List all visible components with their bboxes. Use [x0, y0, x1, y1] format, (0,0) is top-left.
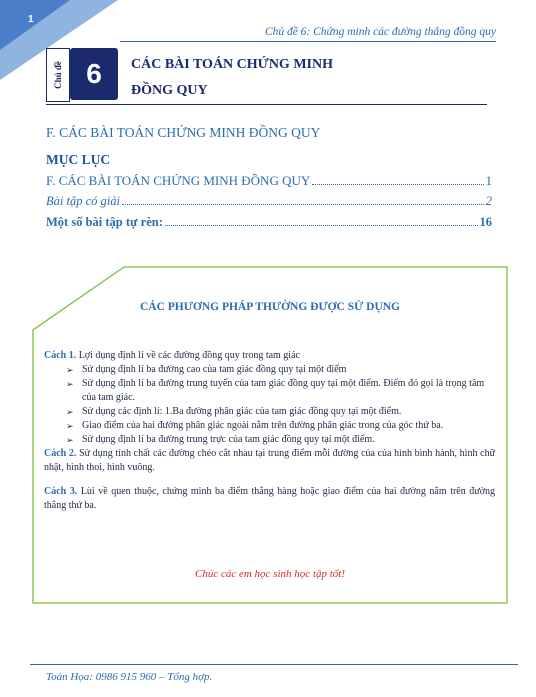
method-1-list: [44, 363, 495, 447]
list-item: [44, 377, 495, 405]
method-3: [44, 485, 495, 513]
arrow-bullet-icon: ➢: [66, 421, 74, 431]
toc-entry-page: 1: [485, 173, 492, 188]
method-2: [44, 447, 495, 475]
toc-entry-page: 2: [485, 194, 492, 208]
toc-entry-label: F. CÁC BÀI TOÁN CHỨNG MINH ĐỒNG QUY: [46, 173, 311, 188]
section-title: F. CÁC BÀI TOÁN CHỨNG MINH ĐỒNG QUY: [46, 125, 321, 140]
list-item-text: Sử dụng định lí ba đường trung tuyến của tam giác đồng quy tại một điểm. Điểm đó gọi là trọng tâm của tam giác.: [82, 378, 485, 403]
header-chapter-ref: Chủ đề 6: Chứng minh các đường thẳng đồng quy: [264, 26, 496, 38]
method-2-text: Sử dụng tính chất các đường chéo cắt nhau tại trung điểm mỗi đường của của hình bình hành, hình chữ nhật, hình thoi, hình vuông.: [44, 448, 495, 473]
list-item-text: Giao điểm của hai đường phân giác ngoài nằm trên đường phân giác trong của góc thứ ba.: [82, 420, 444, 431]
arrow-bullet-icon: ➢: [66, 407, 74, 417]
list-item-text: Sử dụng định lí ba đường trung trực của tam giác đồng quy tại một điểm.: [82, 434, 375, 445]
arrow-bullet-icon: ➢: [66, 379, 74, 389]
method-3-label: Cách 3.: [44, 486, 78, 497]
methods-body: [44, 349, 495, 513]
list-item: [44, 433, 495, 447]
arrow-bullet-icon: ➢: [66, 365, 74, 375]
toc-entry[interactable]: [46, 194, 492, 209]
header-divider: [120, 41, 496, 42]
page-number: 1: [28, 14, 34, 25]
toc-entry[interactable]: [46, 215, 492, 230]
toc-entry[interactable]: [46, 173, 492, 189]
method-1-text: Lợi dụng định lí về các đường đồng quy trong tam giác: [76, 350, 300, 361]
chapter-title: [131, 52, 333, 104]
toc-entry-label: Bài tập có giải: [46, 194, 120, 208]
method-2-label: Cách 2.: [44, 448, 77, 459]
list-item: [44, 419, 495, 433]
footer-text: Toán Họa: 0986 915 960 – Tổng hợp.: [46, 671, 213, 683]
arrow-bullet-icon: ➢: [66, 435, 74, 445]
closing-message: Chúc các em học sinh học tập tốt!: [195, 568, 345, 580]
list-item: [44, 363, 495, 377]
toc-entry-label: Một số bài tập tự rèn:: [46, 215, 163, 229]
chapter-title-line2: ĐỒNG QUY: [131, 83, 208, 98]
chapter-label: Chủ đề: [53, 61, 63, 89]
methods-title: CÁC PHƯƠNG PHÁP THƯỜNG ĐƯỢC SỬ DỤNG: [139, 301, 401, 313]
toc-leader: [312, 184, 483, 185]
title-divider: [46, 104, 487, 105]
chapter-number: 6: [70, 48, 118, 100]
toc-heading: MỤC LỤC: [46, 152, 111, 167]
chapter-label-box: [46, 48, 70, 102]
list-item-text: Sử dụng định lí ba đường cao của tam giác đồng quy tại một điểm: [82, 364, 347, 375]
method-1-label: Cách 1.: [44, 350, 77, 361]
toc-entry-page: 16: [479, 215, 492, 229]
list-item-text: Sử dụng các định lí: 1.Ba đường phân giác của tam giác đồng quy tại một điểm.: [82, 406, 402, 417]
method-1: [44, 349, 495, 363]
toc-leader: [122, 204, 484, 205]
chapter-title-line1: CÁC BÀI TOÁN CHỨNG MINH: [131, 57, 333, 72]
methods-box: [32, 266, 508, 604]
list-item: [44, 405, 495, 419]
toc-leader: [165, 225, 478, 226]
method-3-text: Lùi về quen thuộc, chứng minh ba điểm thẳng hàng hoặc giao điểm của hai đường nằm trên đường thẳng thứ ba.: [44, 486, 495, 511]
footer-divider: [30, 664, 518, 665]
